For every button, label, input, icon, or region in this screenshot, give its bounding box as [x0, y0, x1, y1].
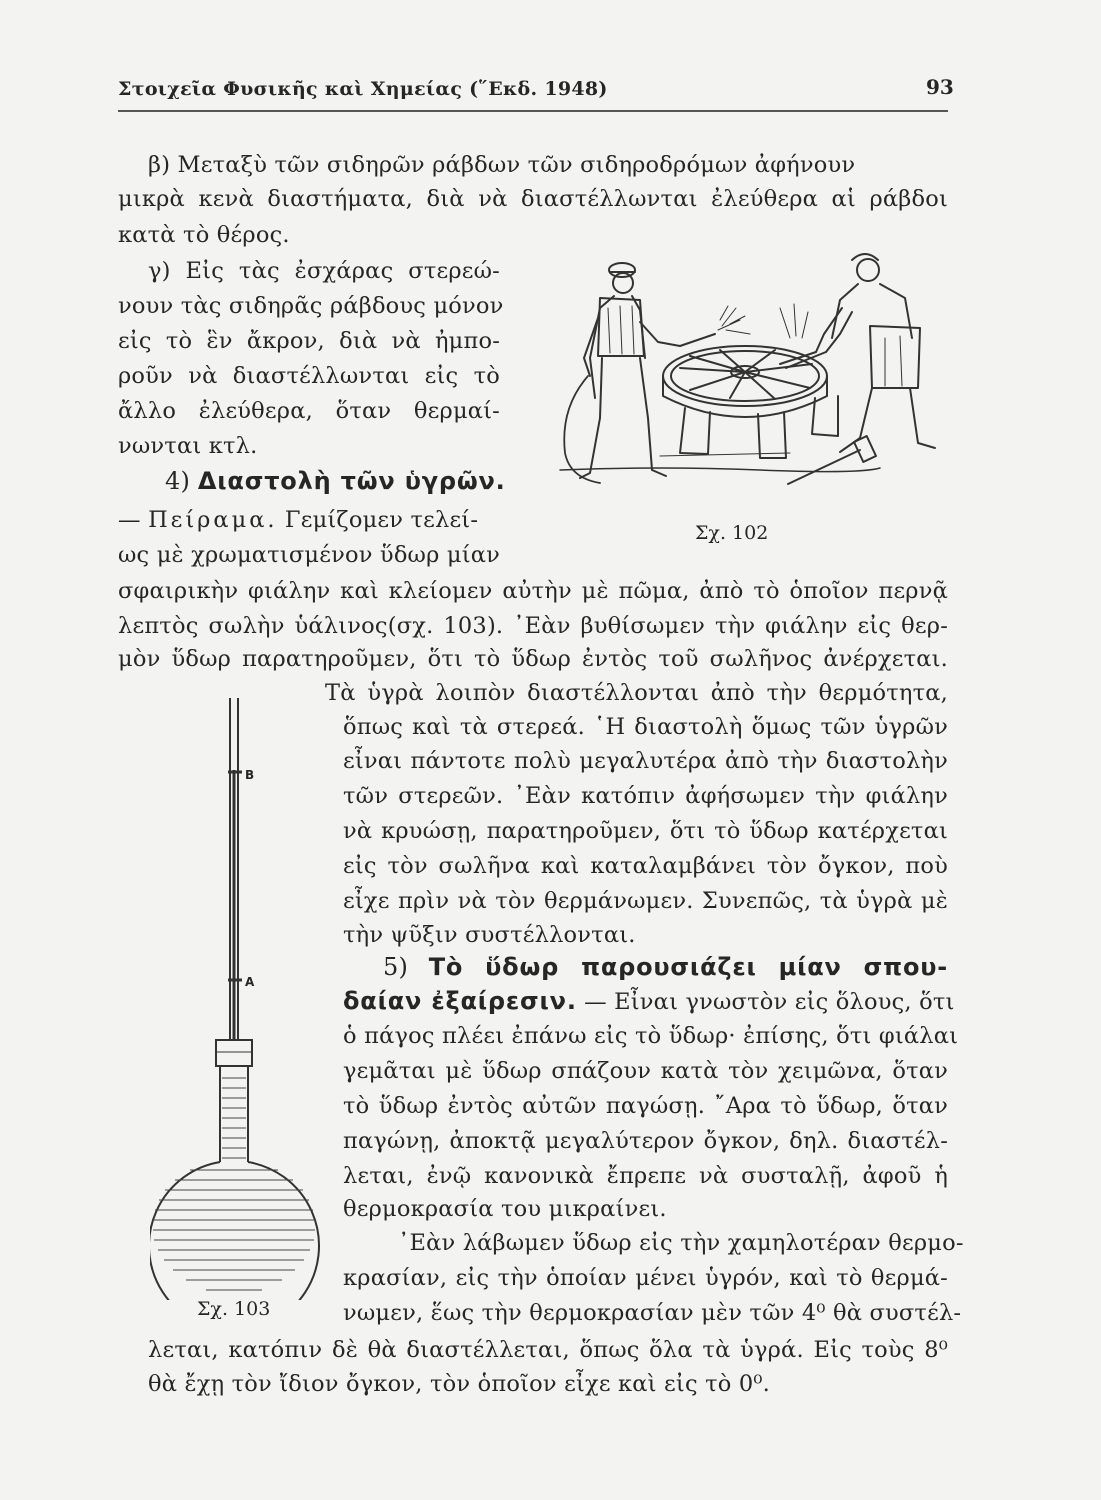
text-line: παγώνῃ, ἀποκτᾷ μεγαλύτερον ὄγκον, δηλ. διαστέλ- [343, 1128, 948, 1154]
text-line: εἶναι πάντοτε πολὺ μεγαλυτέρα ἀπὸ τὴν διαστολὴν [343, 748, 948, 774]
page-number: 93 [926, 75, 954, 99]
text-line: ροῦν νὰ διαστέλλωνται εἰς τὸ [118, 363, 500, 389]
text-line: β) Μεταξὺ τῶν σιδηρῶν ράβδων τῶν σιδηροδρόμων ἀφήνουν [148, 152, 856, 178]
text-line: Τὰ ὑγρὰ λοιπὸν διαστέλλονται ἀπὸ τὴν θερμότητα, [325, 680, 948, 706]
text-span: — Εἶναι γνωστὸν εἰς ὅλους, ὅτι [584, 989, 955, 1015]
text-line: μικρὰ κενὰ διαστήματα, διὰ νὰ διαστέλλωνται ἐλεύθερα αἱ ράβδοι [118, 186, 948, 212]
figure-102-caption: Σχ. 102 [695, 522, 769, 544]
text-line: ἄλλο ἐλεύθερα, ὅταν θερμαί- [118, 398, 500, 424]
text-line: ᾿Εὰν λάβωμεν ὕδωρ εἰς τὴν χαμηλοτέραν θερμο- [398, 1230, 964, 1256]
text-line: λεται, κατόπιν δὲ θὰ διαστέλλεται, ὅπως ὅλα τὰ ὑγρά. Εἰς τοὺς 8⁰ [148, 1337, 948, 1363]
text-line: εἰς τὸν σωλῆνα καὶ καταλαμβάνει τὸν ὄγκον, ποὺ [343, 853, 948, 879]
figure-103-flask-tube-diagram [150, 690, 330, 1300]
text-line: ὁ πάγος πλέει ἐπάνω εἰς τὸ ὕδωρ· ἐπίσης, ὅτι φιάλαι [343, 1023, 959, 1049]
text-line [118, 503, 478, 537]
label-b: B [245, 768, 255, 782]
text-line: γεμᾶται μὲ ὕδωρ σπάζουν κατὰ τὸν χειμῶνα, ὅταν [343, 1058, 948, 1084]
text-line: ὅπως καὶ τὰ στερεά. ῾Η διαστολὴ ὅμως τῶν ὑγρῶν [343, 714, 948, 740]
text-line [343, 984, 955, 1019]
running-title: Στοιχεῖα Φυσικῆς καὶ Χημείας (῞Εκδ. 1948) [118, 78, 608, 100]
text-span: Γεμίζομεν τελεί- [284, 507, 479, 533]
experiment-label: Πείραμα. [148, 507, 278, 533]
text-line: κατὰ τὸ θέρος. [118, 222, 290, 248]
text-line: λεται, ἐνῷ κανονικὰ ἔπρεπε νὰ συσταλῇ, ἀφοῦ ἡ [343, 1163, 948, 1189]
dash: — [118, 507, 141, 533]
text-line: εἶχε πρὶν νὰ τὸν θερμάνωμεν. Συνεπῶς, τὰ ὑγρὰ μὲ [343, 888, 948, 914]
text-line: εἰς τὸ ἓν ἄκρον, διὰ νὰ ἠμπο- [118, 328, 500, 354]
text-line: ως μὲ χρωματισμένον ὕδωρ μίαν [118, 542, 501, 568]
text-line: νὰ κρυώσῃ, παρατηροῦμεν, ὅτι τὸ ὕδωρ κατέρχεται [343, 818, 948, 844]
text-line: λεπτὸς σωλὴν ὑάλινος(σχ. 103). ᾿Εὰν βυθίσωμεν τὴν φιάλην εἰς θερ- [118, 613, 948, 639]
figure-103-caption: Σχ. 103 [197, 1298, 271, 1320]
text-line: θερμοκρασία του μικραίνει. [343, 1196, 667, 1222]
section-heading-5 [383, 950, 948, 984]
text-line: νωμεν, ἕως τὴν θερμοκρασίαν μὲν τῶν 4⁰ θὰ συστέλ- [343, 1300, 962, 1326]
figure-102-blacksmiths-illustration [540, 238, 952, 508]
text-line: νουν τὰς σιδηρᾶς ράβδους μόνον [118, 293, 504, 319]
section-title-cont: δαίαν ἐξαίρεσιν. [343, 987, 577, 1015]
text-line: σφαιρικὴν φιάλην καὶ κλείομεν αὐτὴν μὲ πῶμα, ἀπὸ τὸ ὁποῖον περνᾷ [118, 578, 948, 604]
section-number: 5) [383, 953, 409, 981]
label-a: A [245, 975, 255, 989]
section-title: Τὸ ὕδωρ παρουσιάζει μίαν σπου- [428, 953, 948, 981]
text-line: νωνται κτλ. [118, 433, 258, 459]
section-title: Διαστολὴ τῶν ὑγρῶν. [197, 467, 506, 495]
text-line: τὴν ψῦξιν συστέλλονται. [343, 922, 636, 948]
text-line: γ) Εἰς τὰς ἐσχάρας στερεώ- [148, 258, 500, 284]
text-line: τῶν στερεῶν. ᾿Εὰν κατόπιν ἀφήσωμεν τὴν φιάλην [343, 783, 948, 809]
section-number: 4) [165, 467, 191, 495]
text-line: τὸ ὕδωρ ἐντὸς αὐτῶν παγώσῃ. ῎Αρα τὸ ὕδωρ, ὅταν [343, 1093, 948, 1119]
text-line: μὸν ὕδωρ παρατηροῦμεν, ὅτι τὸ ὕδωρ ἐντὸς τοῦ σωλῆνος ἀνέρχεται. [118, 646, 948, 672]
text-line: θὰ ἔχῃ τὸν ἴδιον ὄγκον, τὸν ὁποῖον εἶχε καὶ εἰς τὸ 0⁰. [148, 1371, 770, 1397]
header-rule [118, 110, 948, 112]
text-line: κρασίαν, εἰς τὴν ὁποίαν μένει ὑγρόν, καὶ τὸ θερμά- [343, 1265, 948, 1291]
section-heading-4 [165, 464, 506, 498]
